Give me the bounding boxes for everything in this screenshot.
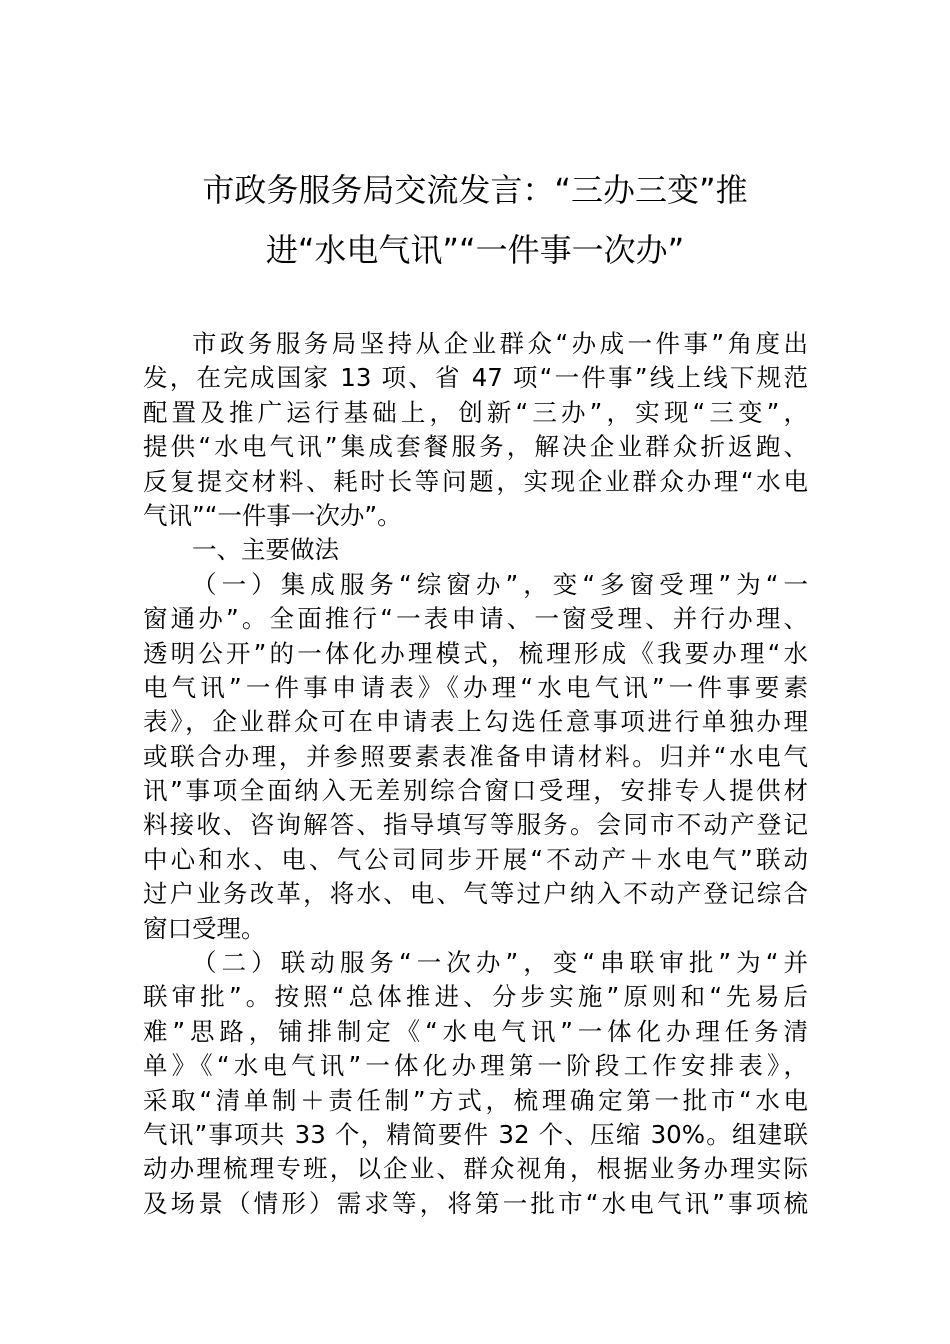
text-line: 单》《“水电气讯”一体化办理第一阶段工作安排表》， xyxy=(143,1051,808,1081)
text-line: 采取“清单制＋责任制”方式，梳理确定第一批市“水电 xyxy=(143,1085,808,1115)
text-line: 难”思路，铺排制定《“水电气讯”一体化办理任务清 xyxy=(143,1016,808,1046)
text-line: 配置及推广运行基础上，创新“三办”，实现“三变”， xyxy=(143,397,808,427)
text-line: 表》，企业群众可在申请表上勾选任意事项进行单独办理 xyxy=(143,707,808,737)
section-heading-text: 一、主要做法 xyxy=(192,535,339,565)
text-line: 过户业务改革，将水、电、气等过户纳入不动产登记综合 xyxy=(143,879,808,909)
text-line: 透明公开”的一体化办理模式，梳理形成《我要办理“水 xyxy=(143,638,808,668)
paragraph-intro xyxy=(143,327,808,533)
paragraph-integrated-service xyxy=(143,568,808,946)
title-line-2: 进“水电气讯”“一件事一次办” xyxy=(265,231,685,269)
text-line: 反复提交材料、耗时长等问题，实现企业群众办理“水电 xyxy=(143,466,808,496)
text-line: 电气讯”一件事申请表》《办理“水电气讯”一件事要素 xyxy=(143,672,808,702)
text-line: 及场景（情形）需求等，将第一批市“水电气讯”事项梳 xyxy=(143,1188,808,1218)
text-line: （一）集成服务“综窗办”，变“多窗受理”为“一 xyxy=(192,569,808,599)
text-line: 动办理梳理专班，以企业、群众视角，根据业务办理实际 xyxy=(143,1154,808,1184)
text-line: 气讯”事项共 33 个，精简要件 32 个、压缩 30%。组建联 xyxy=(143,1119,808,1149)
text-line: 窗通办”。全面推行“一表申请、一窗受理、并行办理、 xyxy=(143,604,808,634)
text-line: 联审批”。按照“总体推进、分步实施”原则和“先易后 xyxy=(143,982,808,1012)
text-line: 窗口受理。 xyxy=(143,913,266,943)
text-line: 提供“水电气讯”集成套餐服务，解决企业群众折返跑、 xyxy=(143,432,808,462)
text-line: 市政务服务局坚持从企业群众“办成一件事”角度出 xyxy=(192,329,808,358)
text-line: 或联合办理，并参照要素表准备申请材料。归并“水电气 xyxy=(143,741,808,771)
text-line: 发，在完成国家 13 项、省 47 项“一件事”线上线下规范 xyxy=(143,363,808,393)
text-line: 料接收、咨询解答、指导填写等服务。会同市不动产登记 xyxy=(143,810,808,840)
title-line-1: 市政务服务局交流发言：“三办三变”推 xyxy=(202,171,748,209)
text-line: 中心和水、电、气公司同步开展“不动产＋水电气”联动 xyxy=(143,844,808,874)
paragraph-linked-service xyxy=(143,946,808,1221)
text-line: 讯”事项全面纳入无差别综合窗口受理，安排专人提供材 xyxy=(143,776,808,806)
section-heading xyxy=(143,533,808,567)
document-title xyxy=(140,160,810,280)
text-line: 气讯”“一件事一次办”。 xyxy=(143,500,402,530)
document-body xyxy=(143,327,808,1221)
text-line: （二）联动服务“一次办”，变“串联审批”为“并 xyxy=(192,948,808,978)
